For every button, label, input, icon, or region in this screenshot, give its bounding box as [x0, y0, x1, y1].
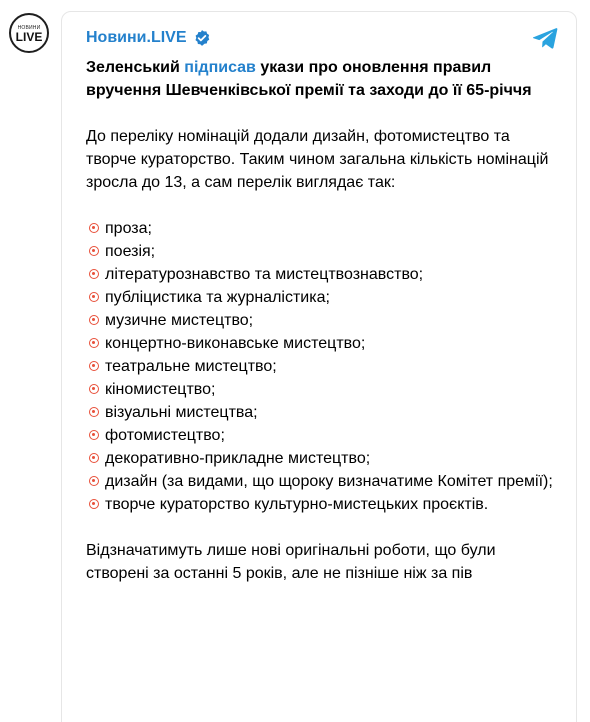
list-item [86, 493, 556, 516]
list-item [86, 240, 556, 263]
list-item-text: публіцистика та журналістика; [105, 289, 330, 306]
radio-bullet-icon [89, 338, 99, 348]
message-content [86, 56, 556, 608]
list-item [86, 447, 556, 470]
list-item [86, 263, 556, 286]
list-item [86, 286, 556, 309]
avatar-small-text: НОВИНИ [17, 25, 41, 31]
post-headline [86, 56, 556, 102]
list-item-text: літературознавство та мистецтвознавство; [105, 266, 424, 283]
list-item-text: музичне мистецтво; [105, 312, 254, 329]
list-item [86, 401, 556, 424]
radio-bullet-icon [89, 476, 99, 486]
list-item-text: дизайн (за видами, що щороку визначатиме Комітет премії); [105, 473, 553, 490]
post-paragraph-2: Відзначатимуть лише нові оригінальні роботи, що були створені за останні 5 років, але не пізніше ніж за пів [86, 542, 496, 582]
list-item [86, 424, 556, 447]
radio-bullet-icon [89, 223, 99, 233]
list-item [86, 355, 556, 378]
list-item [86, 332, 556, 355]
list-item-text: творче кураторство культурно-мистецьких проєктів. [105, 496, 489, 513]
headline-link[interactable]: підписав [184, 59, 256, 76]
verified-badge-icon [193, 29, 211, 47]
list-item-text: декоративно-прикладне мистецтво; [105, 450, 371, 467]
headline-part-1: Зеленський [86, 59, 185, 76]
channel-name[interactable]: Новини.LIVE [86, 29, 187, 46]
radio-bullet-icon [89, 499, 99, 509]
message-header [86, 28, 211, 48]
radio-bullet-icon [89, 407, 99, 417]
list-item-text: проза; [105, 220, 152, 237]
nominations-list [86, 217, 556, 516]
list-item-text: театральне мистецтво; [105, 358, 277, 375]
post-paragraph-1: До переліку номінацій додали дизайн, фотомистецтво та творче кураторство. Таким чином загальна кількість номінацій зросла до 13, а сам перелік виглядає так: [86, 128, 549, 191]
list-item-text: кіномистецтво; [105, 381, 216, 398]
radio-bullet-icon [89, 430, 99, 440]
radio-bullet-icon [89, 269, 99, 279]
list-item [86, 217, 556, 240]
list-item-text: концертно-виконавське мистецтво; [105, 335, 366, 352]
radio-bullet-icon [89, 361, 99, 371]
radio-bullet-icon [89, 384, 99, 394]
headline-part-2: укази про оновлення правил вручення Шевченківської премії та заходи до її 65-річчя [86, 59, 532, 99]
avatar-live-text: LIVE [15, 30, 43, 44]
radio-bullet-icon [89, 246, 99, 256]
list-item-text: фотомистецтво; [105, 427, 225, 444]
list-item [86, 309, 556, 332]
radio-bullet-icon [89, 453, 99, 463]
list-item [86, 470, 556, 493]
radio-bullet-icon [89, 315, 99, 325]
telegram-icon[interactable] [532, 26, 558, 50]
list-item-text: візуальні мистецтва; [105, 404, 258, 421]
list-item [86, 378, 556, 401]
message-bubble [61, 11, 577, 722]
channel-avatar[interactable] [9, 13, 49, 53]
list-item-text: поезія; [105, 243, 156, 260]
radio-bullet-icon [89, 292, 99, 302]
